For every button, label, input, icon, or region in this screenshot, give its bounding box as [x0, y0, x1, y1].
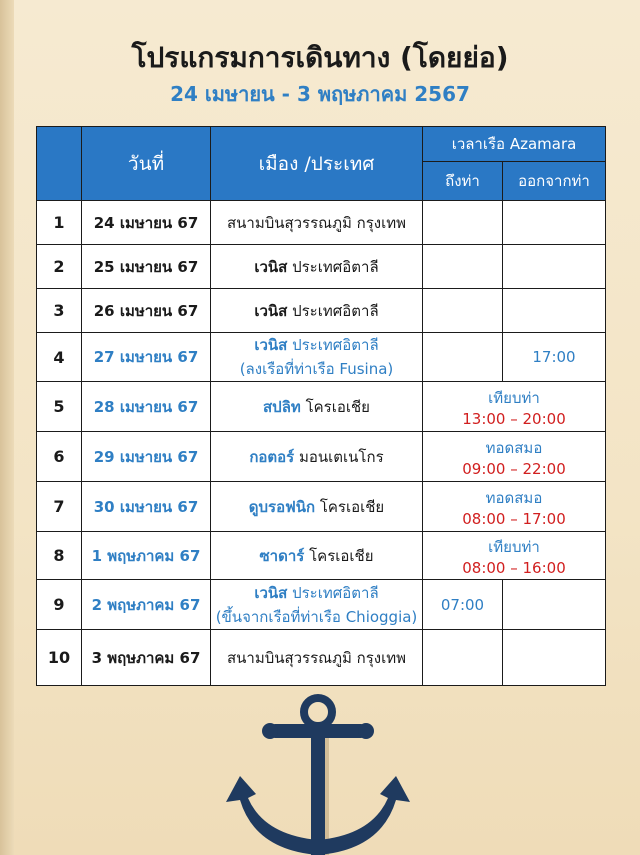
page-subtitle: 24 เมษายน - 3 พฤษภาคม 2567 — [170, 82, 470, 106]
country-name: โครเอเชีย — [309, 546, 374, 565]
table-row — [37, 630, 606, 686]
city-name: เวนิส — [254, 583, 288, 602]
row-date: 2 พฤษภาคม 67 — [82, 580, 211, 630]
arrive-time — [423, 201, 503, 245]
page-edge — [0, 0, 14, 855]
header-arrive: ถึงท่า — [423, 162, 503, 201]
ship-status: ทอดสมอ — [485, 488, 543, 507]
ship-status: เทียบท่า — [488, 537, 540, 556]
depart-time — [503, 630, 606, 686]
country-name: ประเทศอิตาลี — [292, 301, 379, 320]
place-note: (ขึ้นจากเรือที่ท่าเรือ Chioggia) — [215, 607, 418, 626]
depart-time — [503, 580, 606, 630]
row-date: 25 เมษายน 67 — [82, 245, 211, 289]
row-date: 27 เมษายน 67 — [82, 333, 211, 382]
country-name: ประเทศอิตาลี — [292, 583, 379, 602]
table-row — [37, 382, 606, 432]
table-row — [37, 432, 606, 482]
arrive-time: 07:00 — [423, 580, 503, 630]
arrive-time — [423, 630, 503, 686]
ship-time-merged — [423, 432, 606, 482]
ship-time-merged — [423, 482, 606, 532]
row-date: 1 พฤษภาคม 67 — [82, 532, 211, 580]
row-number: 7 — [37, 482, 82, 532]
row-number: 3 — [37, 289, 82, 333]
row-place — [211, 382, 423, 432]
row-place — [211, 333, 423, 382]
anchor-icon — [200, 690, 440, 855]
row-date: 26 เมษายน 67 — [82, 289, 211, 333]
city-name: เวนิส — [254, 257, 288, 276]
table-row — [37, 532, 606, 580]
row-date: 29 เมษายน 67 — [82, 432, 211, 482]
row-number: 4 — [37, 333, 82, 382]
table-row — [37, 333, 606, 382]
row-place — [211, 289, 423, 333]
ship-time-merged — [423, 532, 606, 580]
country-name: โครเอเชีย — [319, 497, 385, 516]
itinerary-table — [36, 126, 606, 686]
row-number: 8 — [37, 532, 82, 580]
depart-time — [503, 289, 606, 333]
depart-time: 17:00 — [503, 333, 606, 382]
table-row — [37, 482, 606, 532]
row-date: 24 เมษายน 67 — [82, 201, 211, 245]
country-name: โครเอเชีย — [305, 397, 370, 416]
page-title: โปรแกรมการเดินทาง (โดยย่อ) — [131, 41, 509, 74]
row-place — [211, 580, 423, 630]
header-number — [37, 127, 82, 201]
row-date: 3 พฤษภาคม 67 — [82, 630, 211, 686]
row-number: 1 — [37, 201, 82, 245]
row-place — [211, 201, 423, 245]
row-number: 2 — [37, 245, 82, 289]
arrive-time — [423, 245, 503, 289]
row-number: 10 — [37, 630, 82, 686]
country-name: ประเทศอิตาลี — [292, 336, 379, 354]
city-name: กอตอร์ — [249, 447, 295, 466]
place-note: (ลงเรือที่ท่าเรือ Fusina) — [239, 360, 394, 378]
city-name: เวนิส — [254, 301, 288, 320]
country-name: สนามบินสุวรรณภูมิ กรุงเทพ — [226, 648, 406, 667]
country-name: มอนเตเนโกร — [299, 447, 384, 466]
depart-time — [503, 201, 606, 245]
depart-time — [503, 245, 606, 289]
row-number: 5 — [37, 382, 82, 432]
header-ship-time: เวลาเรือ Azamara — [423, 127, 606, 162]
ship-time-range: 08:00 – 16:00 — [462, 558, 566, 577]
ship-time-range: 09:00 – 22:00 — [462, 459, 566, 478]
ship-time-range: 13:00 – 20:00 — [462, 409, 566, 428]
ship-status: ทอดสมอ — [485, 438, 543, 457]
row-number: 9 — [37, 580, 82, 630]
ship-time-merged — [423, 382, 606, 432]
table-row — [37, 580, 606, 630]
row-date: 28 เมษายน 67 — [82, 382, 211, 432]
city-name: สปลิท — [263, 397, 301, 416]
row-date: 30 เมษายน 67 — [82, 482, 211, 532]
header-depart: ออกจากท่า — [503, 162, 606, 201]
row-place — [211, 532, 423, 580]
row-place — [211, 432, 423, 482]
city-name: เวนิส — [254, 336, 288, 354]
ship-time-range: 08:00 – 17:00 — [462, 509, 566, 528]
arrive-time — [423, 333, 503, 382]
country-name: ประเทศอิตาลี — [292, 257, 379, 276]
ship-status: เทียบท่า — [488, 388, 540, 407]
arrive-time — [423, 289, 503, 333]
table-row — [37, 289, 606, 333]
city-name: ดูบรอฟนิก — [248, 497, 316, 516]
header-place: เมือง /ประเทศ — [211, 127, 423, 201]
row-place — [211, 482, 423, 532]
row-number: 6 — [37, 432, 82, 482]
row-place — [211, 245, 423, 289]
city-name: ซาดาร์ — [259, 546, 305, 565]
table-row — [37, 245, 606, 289]
header-day: วันที่ — [82, 127, 211, 201]
row-place — [211, 630, 423, 686]
country-name: สนามบินสุวรรณภูมิ กรุงเทพ — [226, 213, 406, 232]
table-row — [37, 201, 606, 245]
